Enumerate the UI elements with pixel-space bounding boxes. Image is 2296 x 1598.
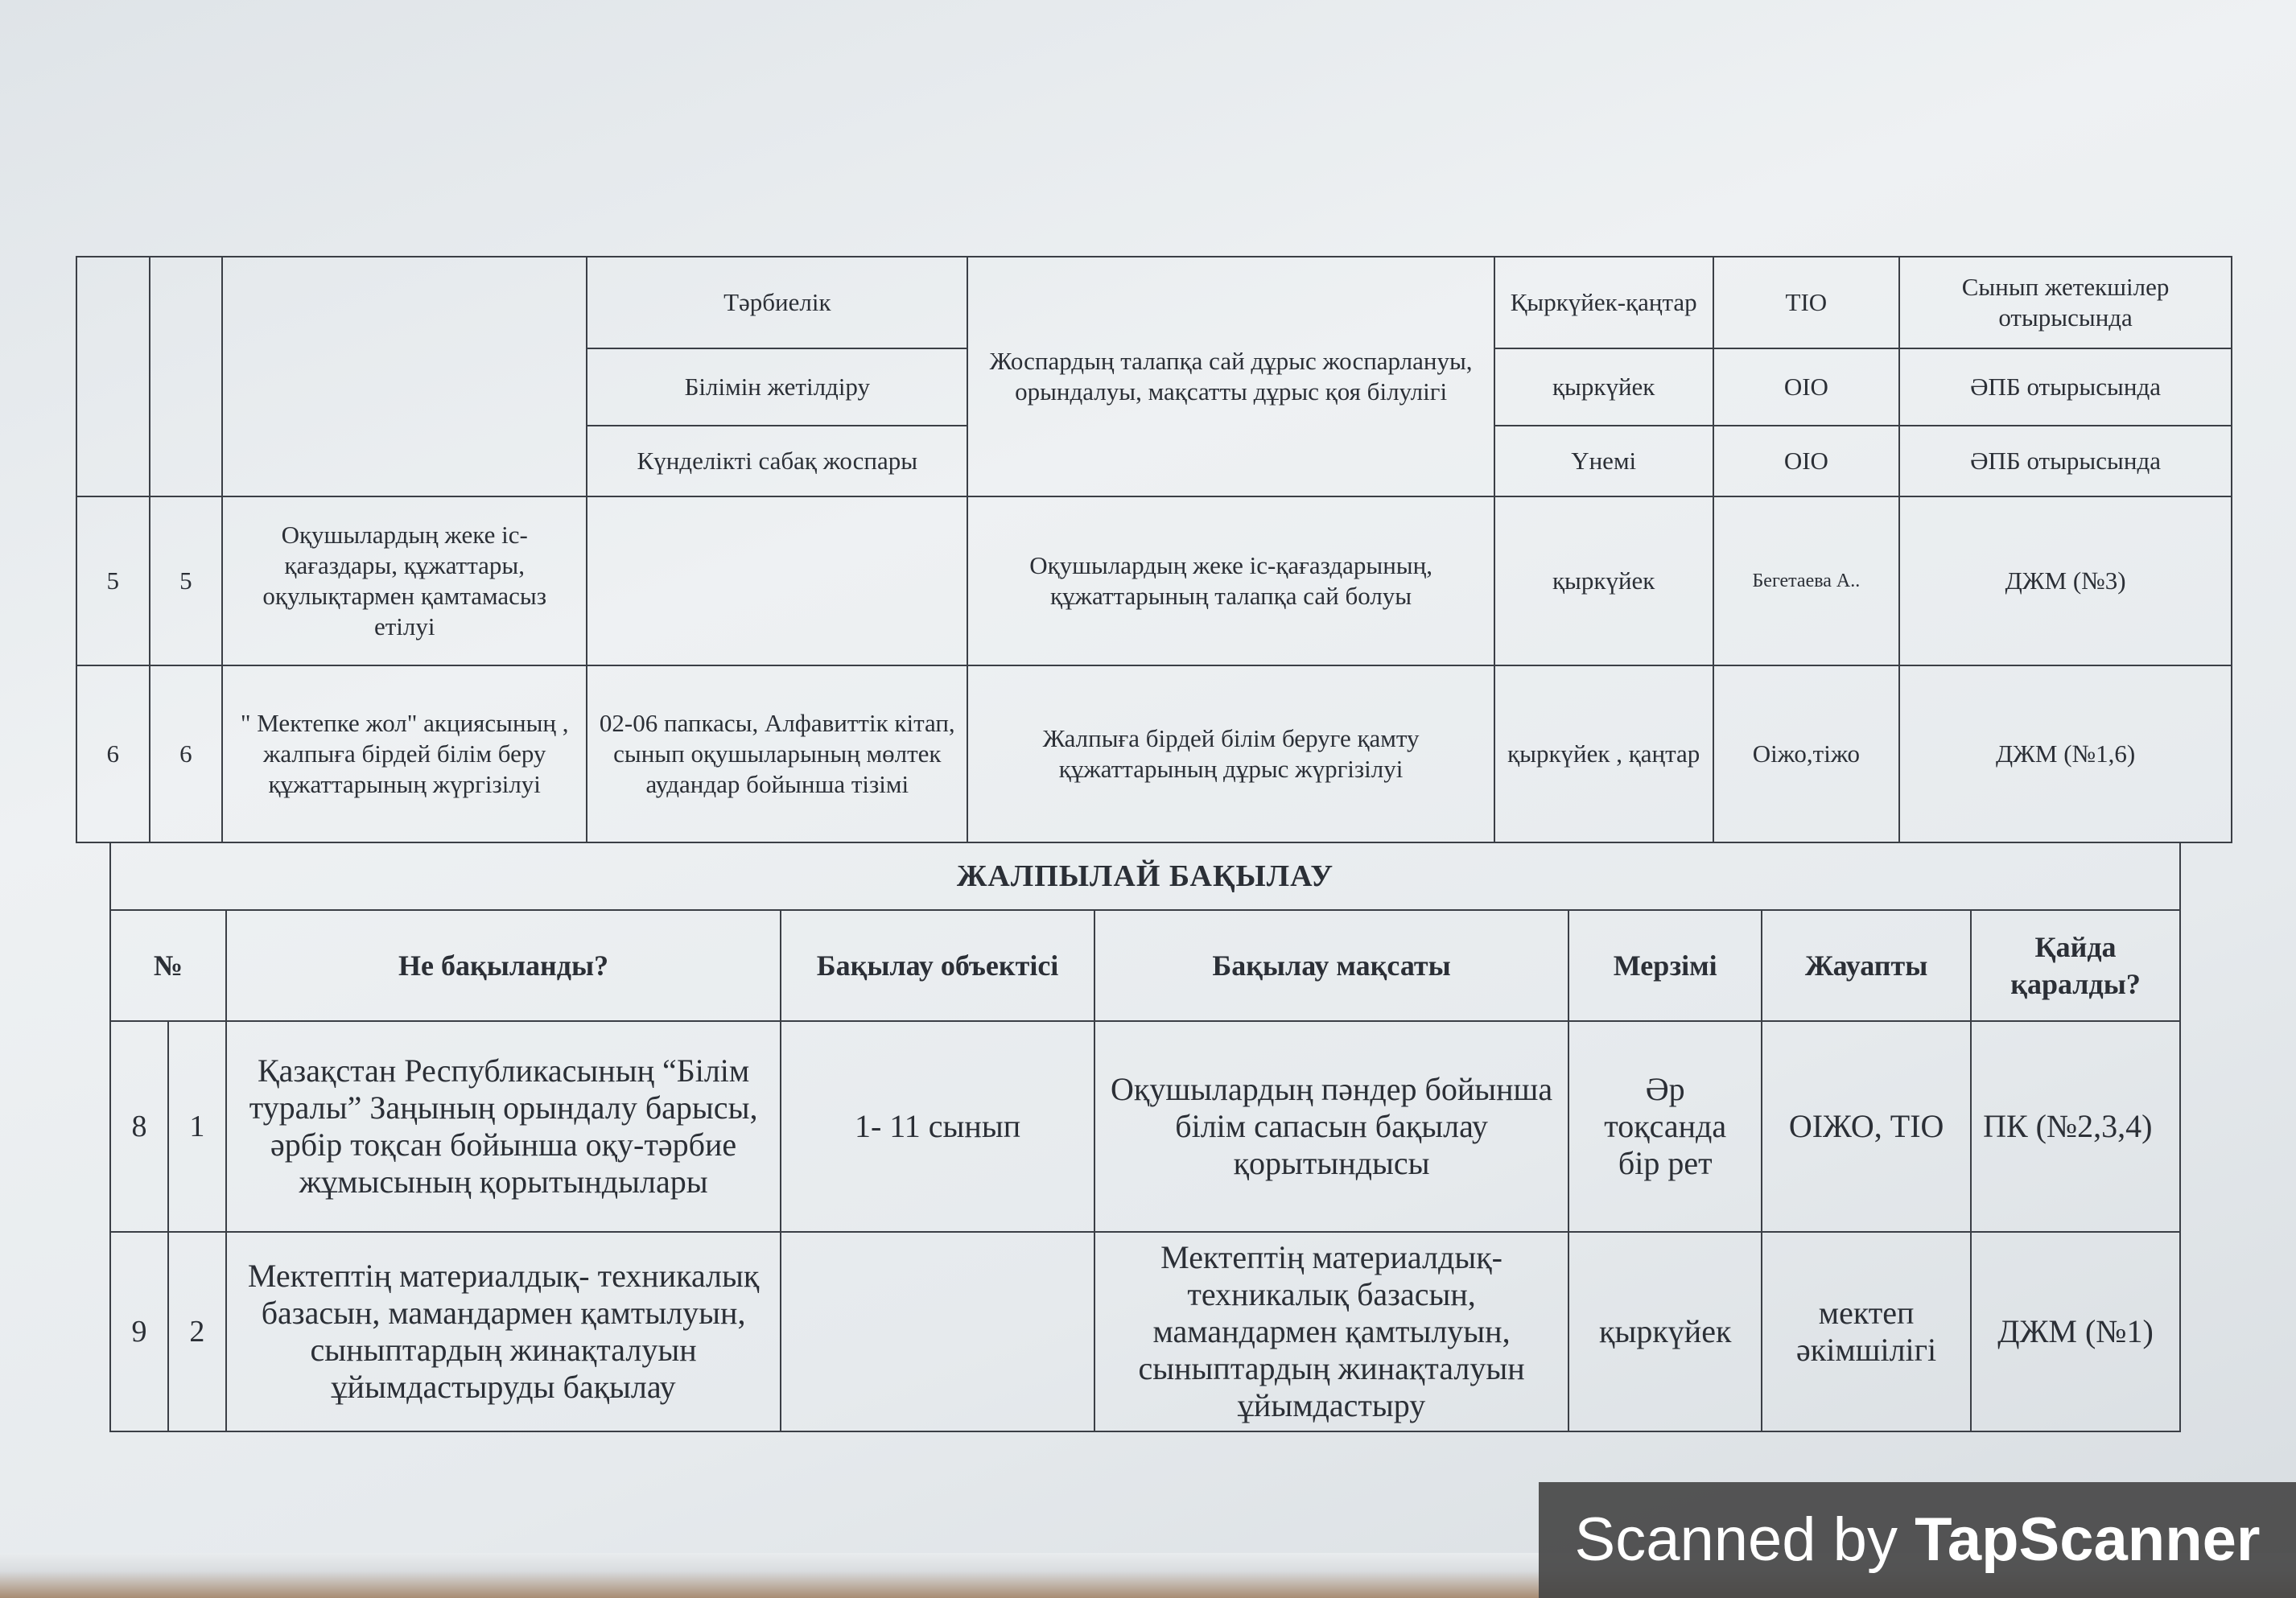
watermark-brand: TapScanner	[1915, 1505, 2261, 1574]
review-place-cell: ДЖМ (№1,6)	[1899, 665, 2232, 842]
control-goal-cell: Жоспардың талапқа сай дұрыс жоспарлануы, орындалуы, мақсатты дұрыс қоя білулігі	[967, 257, 1494, 496]
deadline-cell: қыркүйек	[1494, 348, 1713, 426]
responsible-cell: Бегетаева А..	[1713, 496, 1900, 665]
row-number: 8	[110, 1021, 168, 1232]
review-place-cell: ПК (№2,3,4)	[1971, 1021, 2180, 1232]
control-subject-cell: Қазақстан Республикасының “Білім туралы” Заңының орындалу барысы, әрбір тоқсан бойынша оқу-тәрбие жұмысының қорытындылары	[226, 1021, 781, 1232]
review-place-cell: ДЖМ (№1)	[1971, 1232, 2180, 1431]
header-number: №	[110, 910, 226, 1021]
plan-table-continuation	[76, 256, 2232, 843]
row-number	[76, 257, 150, 496]
deadline-cell: қыркүйек	[1568, 1232, 1762, 1431]
control-goal-cell: Мектептің материалдық-техникалық базасын, мамандармен қамтылуын, сыныптардың жинақталуын ұйымдастыру	[1094, 1232, 1568, 1431]
responsible-cell: ОІО	[1713, 426, 1900, 496]
table-title: ЖАЛПЫЛАЙ БАҚЫЛАУ	[110, 842, 2180, 910]
responsible-cell: мектеп әкімшілігі	[1762, 1232, 1971, 1431]
control-goal-cell: Жалпыға бірдей білім беруге қамту құжаттарының дұрыс жүргізілуі	[967, 665, 1494, 842]
header-goal: Бақылау мақсаты	[1094, 910, 1568, 1021]
header-review-place: Қайда қаралды?	[1971, 910, 2180, 1021]
row-number: 5	[76, 496, 150, 665]
row-subnumber: 5	[150, 496, 223, 665]
control-subject-cell	[222, 257, 587, 496]
review-place-cell: ДЖМ (№3)	[1899, 496, 2232, 665]
table-row	[76, 257, 2232, 348]
control-object-cell: Күнделікті сабақ жоспары	[587, 426, 967, 496]
deadline-cell: қыркүйек , қаңтар	[1494, 665, 1713, 842]
control-object-cell: 02-06 папкасы, Алфавиттік кітап, сынып оқушыларының мөлтек аудандар бойынша тізімі	[587, 665, 967, 842]
review-place-cell: Сынып жетекшілер отырысында	[1899, 257, 2232, 348]
row-subnumber: 1	[168, 1021, 226, 1232]
control-subject-cell: " Мектепке жол" акциясының , жалпыға бірдей білім беру құжаттарының жүргізілуі	[222, 665, 587, 842]
review-place-cell: ӘПБ отырысында	[1899, 426, 2232, 496]
control-object-cell: 1- 11 сынып	[781, 1021, 1094, 1232]
control-object-cell	[587, 496, 967, 665]
table-header-row	[110, 910, 2180, 1021]
header-object: Бақылау объектісі	[781, 910, 1094, 1021]
row-subnumber	[150, 257, 223, 496]
control-object-cell: Білімін жетілдіру	[587, 348, 967, 426]
header-responsible: Жауапты	[1762, 910, 1971, 1021]
row-subnumber: 2	[168, 1232, 226, 1431]
control-goal-cell: Оқушылардың жеке іс-қағаздарының, құжаттарының талапқа сай болуы	[967, 496, 1494, 665]
table-row	[76, 665, 2232, 842]
responsible-cell: Оіжо,тіжо	[1713, 665, 1900, 842]
row-number: 6	[76, 665, 150, 842]
general-control-table	[109, 842, 2181, 1432]
table-title-row	[110, 842, 2180, 910]
deadline-cell: Қыркүйек-қаңтар	[1494, 257, 1713, 348]
control-subject-cell: Оқушылардың жеке іс-қағаздары, құжаттары, оқулықтармен қамтамасыз етілуі	[222, 496, 587, 665]
deadline-cell: Үнемі	[1494, 426, 1713, 496]
responsible-cell: ОІО	[1713, 348, 1900, 426]
table-row	[110, 1021, 2180, 1232]
review-place-cell: ӘПБ отырысында	[1899, 348, 2232, 426]
table-row	[110, 1232, 2180, 1431]
header-what: Не бақыланды?	[226, 910, 781, 1021]
control-subject-cell: Мектептің материалдық- техникалық базасын, мамандармен қамтылуын, сыныптардың жинақталуын ұйымдастыруды бақылау	[226, 1232, 781, 1431]
table-row	[76, 496, 2232, 665]
control-object-cell	[781, 1232, 1094, 1431]
header-deadline: Мерзімі	[1568, 910, 1762, 1021]
row-number: 9	[110, 1232, 168, 1431]
watermark-prefix: Scanned by	[1574, 1505, 1915, 1574]
responsible-cell: ТІО	[1713, 257, 1900, 348]
control-object-cell: Тәрбиелік	[587, 257, 967, 348]
deadline-cell: қыркүйек	[1494, 496, 1713, 665]
deadline-cell: Әр тоқсанда бір рет	[1568, 1021, 1762, 1232]
responsible-cell: ОІЖО, ТІО	[1762, 1021, 1971, 1232]
tapscanner-watermark	[1539, 1482, 2296, 1598]
control-goal-cell: Оқушылардың пәндер бойынша білім сапасын бақылау қорытындысы	[1094, 1021, 1568, 1232]
row-subnumber: 6	[150, 665, 223, 842]
